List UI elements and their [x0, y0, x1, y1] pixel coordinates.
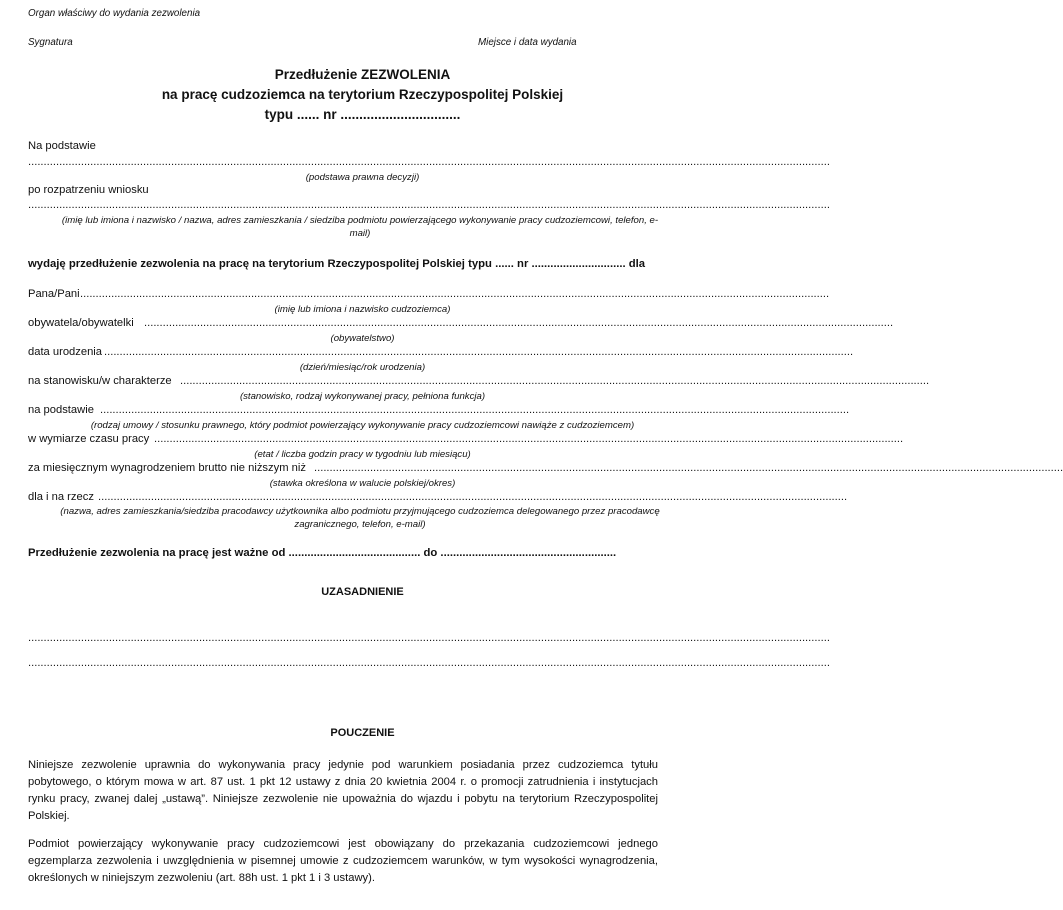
- field-line-employer[interactable]: .................................................................................................................................................................................................................................................: [98, 491, 848, 503]
- field-label-salary: za miesięcznym wynagrodzeniem brutto nie niższym niż: [28, 462, 306, 474]
- field-caption-working-time: (etat / liczba godzin pracy w tygodniu lub miesiącu): [254, 449, 471, 460]
- justification-line-2[interactable]: ..................................................................................................................................................................................................................................................................: [28, 657, 830, 669]
- field-label-citizenship: obywatela/obywatelki: [28, 317, 134, 329]
- field-line-contract-basis[interactable]: .................................................................................................................................................................................................................................................: [100, 404, 850, 416]
- request-label: po rozpatrzeniu wniosku: [28, 184, 149, 196]
- request-fill-line[interactable]: ..................................................................................................................................................................................................................................................................: [28, 199, 830, 211]
- validity-statement: Przedłużenie zezwolenia na pracę jest ważne od .......................................... do ........................................................: [28, 547, 617, 559]
- field-caption-employer: (nazwa, adres zamieszkania/siedziba pracodawcy użytkownika albo podmiotu przyjmującego cudzoziemca delegowanego przez pracodawcę zagranicznego, telefon, e-mail): [60, 506, 660, 530]
- field-label-employer: dla i na rzecz: [28, 491, 94, 503]
- field-caption-contract-basis: (rodzaj umowy / stosunku prawnego, który podmiot powierzający wykonywanie pracy cudzoziemcowi nawiąże z cudzoziemcem): [90, 420, 635, 431]
- field-caption-name: (imię lub imiona i nazwisko cudzoziemca): [274, 304, 451, 315]
- field-label-working-time: w wymiarze czasu pracy: [28, 433, 150, 445]
- field-label-birth-date: data urodzenia: [28, 346, 103, 358]
- signature-label: Sygnatura: [28, 37, 73, 48]
- field-label-contract-basis: na podstawie: [28, 404, 94, 416]
- field-line-name[interactable]: .................................................................................................................................................................................................................................................: [80, 288, 830, 300]
- field-label-position: na stanowisku/w charakterze: [28, 375, 172, 387]
- document-type-number: typu ...... nr ................................: [264, 107, 461, 122]
- document-subtitle: na pracę cudzoziemca na terytorium Rzeczypospolitej Polskiej: [161, 87, 564, 102]
- field-caption-position: (stanowisko, rodzaj wykonywanej pracy, pełniona funkcja): [239, 391, 486, 402]
- field-line-birth-date[interactable]: .................................................................................................................................................................................................................................................: [104, 346, 854, 358]
- justification-heading: UZASADNIENIE: [321, 586, 404, 598]
- request-caption: (imię lub imiona i nazwisko / nazwa, adres zamieszkania / siedziba podmiotu powierzającego wykonywanie pracy cudzoziemcowi, telefon, e-mail): [61, 215, 659, 239]
- basis-caption: (podstawa prawna decyzji): [305, 172, 420, 183]
- justification-line-1[interactable]: ..................................................................................................................................................................................................................................................................: [28, 632, 830, 644]
- basis-fill-line[interactable]: ..................................................................................................................................................................................................................................................................: [28, 156, 830, 168]
- issue-statement: wydaję przedłużenie zezwolenia na pracę na terytorium Rzeczypospolitej Polskiej typu ...... nr .............................. dla: [28, 258, 646, 270]
- instruction-paragraph-2: Podmiot powierzający wykonywanie pracy cudzoziemcowi jest obowiązany do przekazania cudzoziemcowi jednego egzemplarza zezwolenia i uwzględnienia w pisemnej umowie z cudzoziemcem warunków, w tym wysokości wynagrodzenia, określonych w niniejszym zezwoleniu (art. 88h ust. 1 pkt 1 i 3 ustawy).: [28, 838, 658, 884]
- field-caption-salary: (stawka określona w walucie polskiej/okres): [269, 478, 456, 489]
- field-label-name: Pana/Pani: [28, 288, 80, 300]
- field-line-salary[interactable]: .................................................................................................................................................................................................................................................: [314, 462, 1063, 474]
- field-line-citizenship[interactable]: .................................................................................................................................................................................................................................................: [144, 317, 894, 329]
- basis-label: Na podstawie: [28, 140, 96, 152]
- field-line-position[interactable]: .................................................................................................................................................................................................................................................: [180, 375, 930, 387]
- instruction-paragraph-1: Niniejsze zezwolenie uprawnia do wykonywania pracy jedynie pod warunkiem posiadania przez cudzoziemca tytułu pobytowego, o którym mowa w art. 87 ust. 1 pkt 12 ustawy z dnia 20 kwietnia 2004 r. o promocji zatrudnienia i instytucjach rynku pracy, zwanej dalej „ustawą”. Niniejsze zezwolenie nie upoważnia do wjazdu i pobytu na terytorium Rzeczypospolitej Polskiej.: [28, 759, 658, 822]
- field-caption-citizenship: (obywatelstwo): [330, 333, 395, 344]
- instruction-heading: POUCZENIE: [330, 727, 395, 739]
- place-date-label: Miejsce i data wydania: [478, 37, 577, 48]
- field-caption-birth-date: (dzień/miesiąc/rok urodzenia): [299, 362, 426, 373]
- document-title: Przedłużenie ZEZWOLENIA: [274, 67, 451, 82]
- issuing-authority-label: Organ właściwy do wydania zezwolenia: [28, 8, 201, 19]
- field-line-working-time[interactable]: .................................................................................................................................................................................................................................................: [154, 433, 904, 445]
